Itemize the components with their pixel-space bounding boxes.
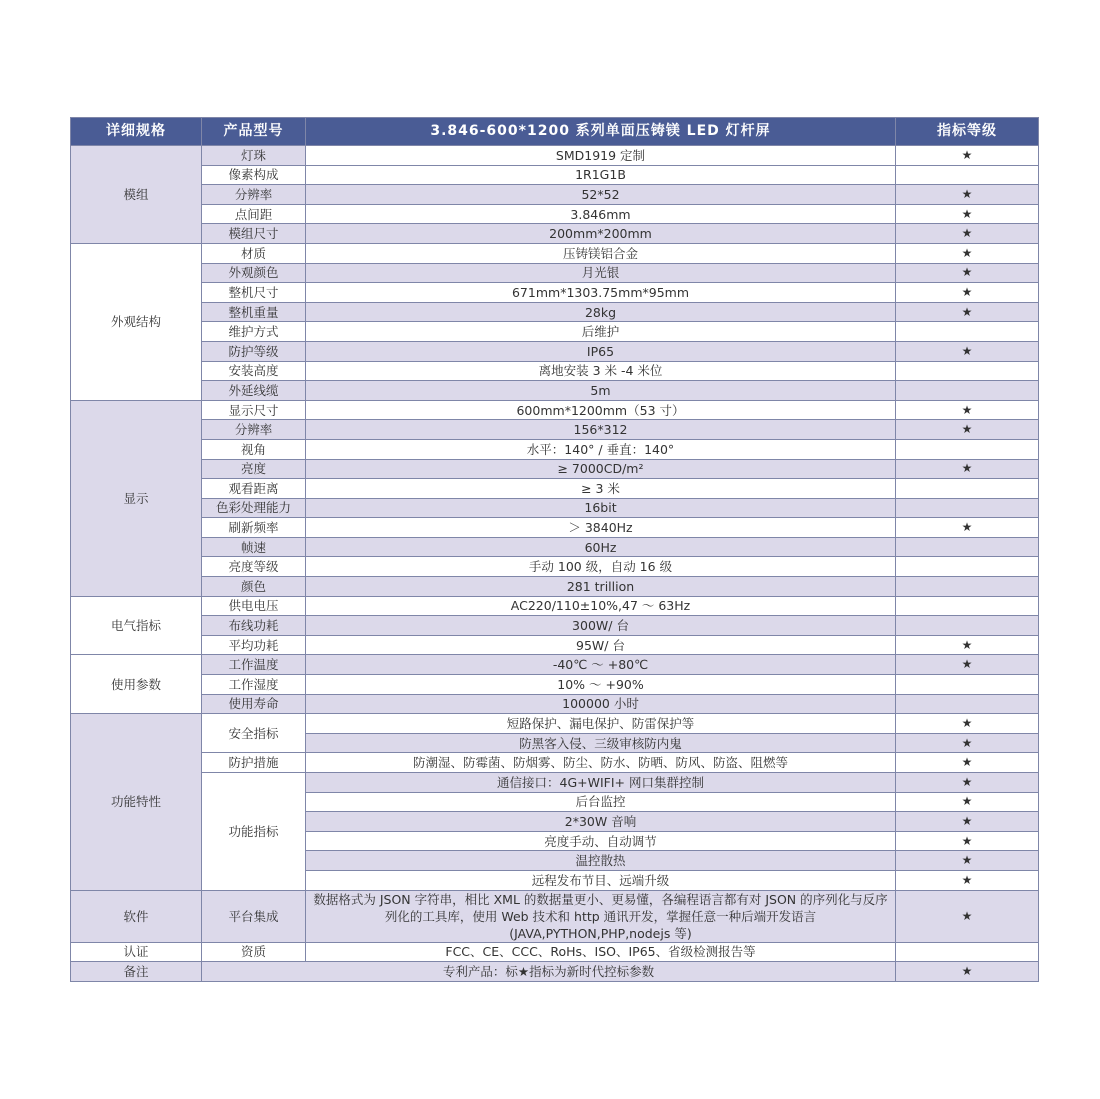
row-value: 52*52 <box>306 185 896 205</box>
row-value: 100000 小时 <box>306 694 896 714</box>
category-features: 功能特性 <box>71 714 202 890</box>
table-row <box>71 616 1039 636</box>
star-mark: ★ <box>896 146 1039 166</box>
table-row <box>71 479 1039 499</box>
star-mark: ★ <box>896 773 1039 793</box>
table-row <box>71 714 1039 734</box>
category-electrical: 电气指标 <box>71 596 202 655</box>
star-mark: ★ <box>896 243 1039 263</box>
row-value: IP65 <box>306 341 896 361</box>
table-row <box>71 655 1039 675</box>
row-value: 671mm*1303.75mm*95mm <box>306 283 896 303</box>
row-label: 工作湿度 <box>202 675 306 695</box>
row-label: 供电电压 <box>202 596 306 616</box>
row-label: 资质 <box>202 942 306 962</box>
row-value: 200mm*200mm <box>306 224 896 244</box>
row-value: 温控散热 <box>306 851 896 871</box>
star-mark <box>896 361 1039 381</box>
row-label: 色彩处理能力 <box>202 498 306 518</box>
row-label: 模组尺寸 <box>202 224 306 244</box>
table-row <box>71 694 1039 714</box>
row-value: 300W/ 台 <box>306 616 896 636</box>
row-label: 整机重量 <box>202 302 306 322</box>
star-mark <box>896 942 1039 962</box>
star-mark: ★ <box>896 753 1039 773</box>
star-mark: ★ <box>896 420 1039 440</box>
star-mark <box>896 498 1039 518</box>
remark-value: 专利产品：标★指标为新时代控标参数 <box>202 962 896 982</box>
table-row <box>71 204 1039 224</box>
row-value: 远程发布节目、远端升级 <box>306 870 896 890</box>
spec-table <box>70 117 1039 982</box>
table-row <box>71 400 1039 420</box>
star-mark: ★ <box>896 341 1039 361</box>
row-label: 防护等级 <box>202 341 306 361</box>
row-value: 数据格式为 JSON 字符串，相比 XML 的数据量更小、更易懂，各编程语言都有对 JSON 的序列化与反序列化的工具库，使用 Web 技术和 http 通讯开发，掌握任意一种后端开发语言(JAVA,PYTHON,PHP,nodejs 等) <box>306 890 896 942</box>
row-label: 显示尺寸 <box>202 400 306 420</box>
row-label: 工作温度 <box>202 655 306 675</box>
table-row <box>71 361 1039 381</box>
table-row <box>71 518 1039 538</box>
star-mark <box>896 381 1039 401</box>
star-mark: ★ <box>896 302 1039 322</box>
header-product-title: 3.846-600*1200 系列单面压铸镁 LED 灯杆屏 <box>306 118 896 146</box>
category-remark: 备注 <box>71 962 202 982</box>
table-row <box>71 302 1039 322</box>
row-value: ≥ 7000CD/m² <box>306 459 896 479</box>
table-row <box>71 224 1039 244</box>
table-row <box>71 420 1039 440</box>
table-row <box>71 635 1039 655</box>
row-label: 亮度 <box>202 459 306 479</box>
row-value: SMD1919 定制 <box>306 146 896 166</box>
table-row <box>71 753 1039 773</box>
row-value: ≥ 3 米 <box>306 479 896 499</box>
row-label: 分辨率 <box>202 185 306 205</box>
row-label: 平台集成 <box>202 890 306 942</box>
row-value: 手动 100 级，自动 16 级 <box>306 557 896 577</box>
row-value: -40℃ ～ +80℃ <box>306 655 896 675</box>
star-mark <box>896 537 1039 557</box>
table-row <box>71 498 1039 518</box>
row-value: 月光银 <box>306 263 896 283</box>
row-value: 压铸镁铝合金 <box>306 243 896 263</box>
row-label: 视角 <box>202 439 306 459</box>
table-row <box>71 263 1039 283</box>
row-value: 16bit <box>306 498 896 518</box>
row-value: AC220/110±10%,47 ～ 63Hz <box>306 596 896 616</box>
row-value: FCC、CE、CCC、RoHs、ISO、IP65、省级检测报告等 <box>306 942 896 962</box>
table-row <box>71 322 1039 342</box>
table-row <box>71 381 1039 401</box>
table-row <box>71 146 1039 166</box>
star-mark: ★ <box>896 459 1039 479</box>
table-row <box>71 459 1039 479</box>
star-mark: ★ <box>896 812 1039 832</box>
header-model: 产品型号 <box>202 118 306 146</box>
star-mark: ★ <box>896 655 1039 675</box>
row-value: 亮度手动、自动调节 <box>306 831 896 851</box>
row-label: 外延线缆 <box>202 381 306 401</box>
star-mark: ★ <box>896 870 1039 890</box>
header-grade: 指标等级 <box>896 118 1039 146</box>
row-label: 灯珠 <box>202 146 306 166</box>
row-label: 功能指标 <box>202 773 306 891</box>
row-label: 安全指标 <box>202 714 306 753</box>
header-row <box>71 118 1039 146</box>
header-spec: 详细规格 <box>71 118 202 146</box>
star-mark <box>896 675 1039 695</box>
row-value: 短路保护、漏电保护、防雷保护等 <box>306 714 896 734</box>
star-mark <box>896 322 1039 342</box>
star-mark <box>896 694 1039 714</box>
star-mark <box>896 439 1039 459</box>
row-value: 防潮湿、防霉菌、防烟雾、防尘、防水、防晒、防风、防盗、阻燃等 <box>306 753 896 773</box>
star-mark: ★ <box>896 831 1039 851</box>
row-label: 颜色 <box>202 577 306 597</box>
row-value: ＞ 3840Hz <box>306 518 896 538</box>
category-module: 模组 <box>71 146 202 244</box>
category-certification: 认证 <box>71 942 202 962</box>
star-mark: ★ <box>896 185 1039 205</box>
row-value: 28kg <box>306 302 896 322</box>
row-value: 95W/ 台 <box>306 635 896 655</box>
star-mark: ★ <box>896 733 1039 753</box>
star-mark <box>896 557 1039 577</box>
row-label: 亮度等级 <box>202 557 306 577</box>
star-mark <box>896 479 1039 499</box>
category-display: 显示 <box>71 400 202 596</box>
row-value: 防黑客入侵、三级审核防内鬼 <box>306 733 896 753</box>
star-mark: ★ <box>896 962 1039 982</box>
category-appearance: 外观结构 <box>71 243 202 400</box>
row-label: 刷新频率 <box>202 518 306 538</box>
row-value: 2*30W 音响 <box>306 812 896 832</box>
row-label: 观看距离 <box>202 479 306 499</box>
star-mark: ★ <box>896 714 1039 734</box>
row-value: 600mm*1200mm（53 寸） <box>306 400 896 420</box>
star-mark: ★ <box>896 792 1039 812</box>
star-mark: ★ <box>896 518 1039 538</box>
star-mark: ★ <box>896 204 1039 224</box>
row-label: 帧速 <box>202 537 306 557</box>
table-row <box>71 557 1039 577</box>
row-label: 像素构成 <box>202 165 306 185</box>
star-mark <box>896 616 1039 636</box>
row-value: 通信接口：4G+WIFI+ 网口集群控制 <box>306 773 896 793</box>
star-mark: ★ <box>896 263 1039 283</box>
table-row <box>71 577 1039 597</box>
table-row <box>71 341 1039 361</box>
table-row <box>71 537 1039 557</box>
star-mark: ★ <box>896 224 1039 244</box>
row-value: 3.846mm <box>306 204 896 224</box>
category-usage: 使用参数 <box>71 655 202 714</box>
table-row <box>71 890 1039 942</box>
row-label: 整机尺寸 <box>202 283 306 303</box>
row-label: 点间距 <box>202 204 306 224</box>
table-row <box>71 185 1039 205</box>
row-value: 281 trillion <box>306 577 896 597</box>
table-row <box>71 243 1039 263</box>
row-value: 156*312 <box>306 420 896 440</box>
row-label: 材质 <box>202 243 306 263</box>
row-value: 60Hz <box>306 537 896 557</box>
star-mark <box>896 596 1039 616</box>
row-label: 外观颜色 <box>202 263 306 283</box>
row-value: 离地安装 3 米 -4 米位 <box>306 361 896 381</box>
table-row <box>71 675 1039 695</box>
star-mark: ★ <box>896 890 1039 942</box>
row-value: 后维护 <box>306 322 896 342</box>
row-value: 1R1G1B <box>306 165 896 185</box>
star-mark: ★ <box>896 635 1039 655</box>
table-row <box>71 773 1039 793</box>
row-value: 5m <box>306 381 896 401</box>
star-mark: ★ <box>896 400 1039 420</box>
star-mark <box>896 165 1039 185</box>
table-row <box>71 596 1039 616</box>
row-value: 10% ～ +90% <box>306 675 896 695</box>
table-row <box>71 439 1039 459</box>
row-label: 安装高度 <box>202 361 306 381</box>
table-row <box>71 165 1039 185</box>
category-software: 软件 <box>71 890 202 942</box>
row-label: 防护措施 <box>202 753 306 773</box>
row-label: 维护方式 <box>202 322 306 342</box>
star-mark: ★ <box>896 851 1039 871</box>
star-mark: ★ <box>896 283 1039 303</box>
row-label: 使用寿命 <box>202 694 306 714</box>
row-label: 平均功耗 <box>202 635 306 655</box>
table-row <box>71 283 1039 303</box>
table-row <box>71 942 1039 962</box>
row-label: 分辨率 <box>202 420 306 440</box>
table-row <box>71 962 1039 982</box>
row-value: 后台监控 <box>306 792 896 812</box>
star-mark <box>896 577 1039 597</box>
row-value: 水平：140° / 垂直：140° <box>306 439 896 459</box>
row-label: 布线功耗 <box>202 616 306 636</box>
